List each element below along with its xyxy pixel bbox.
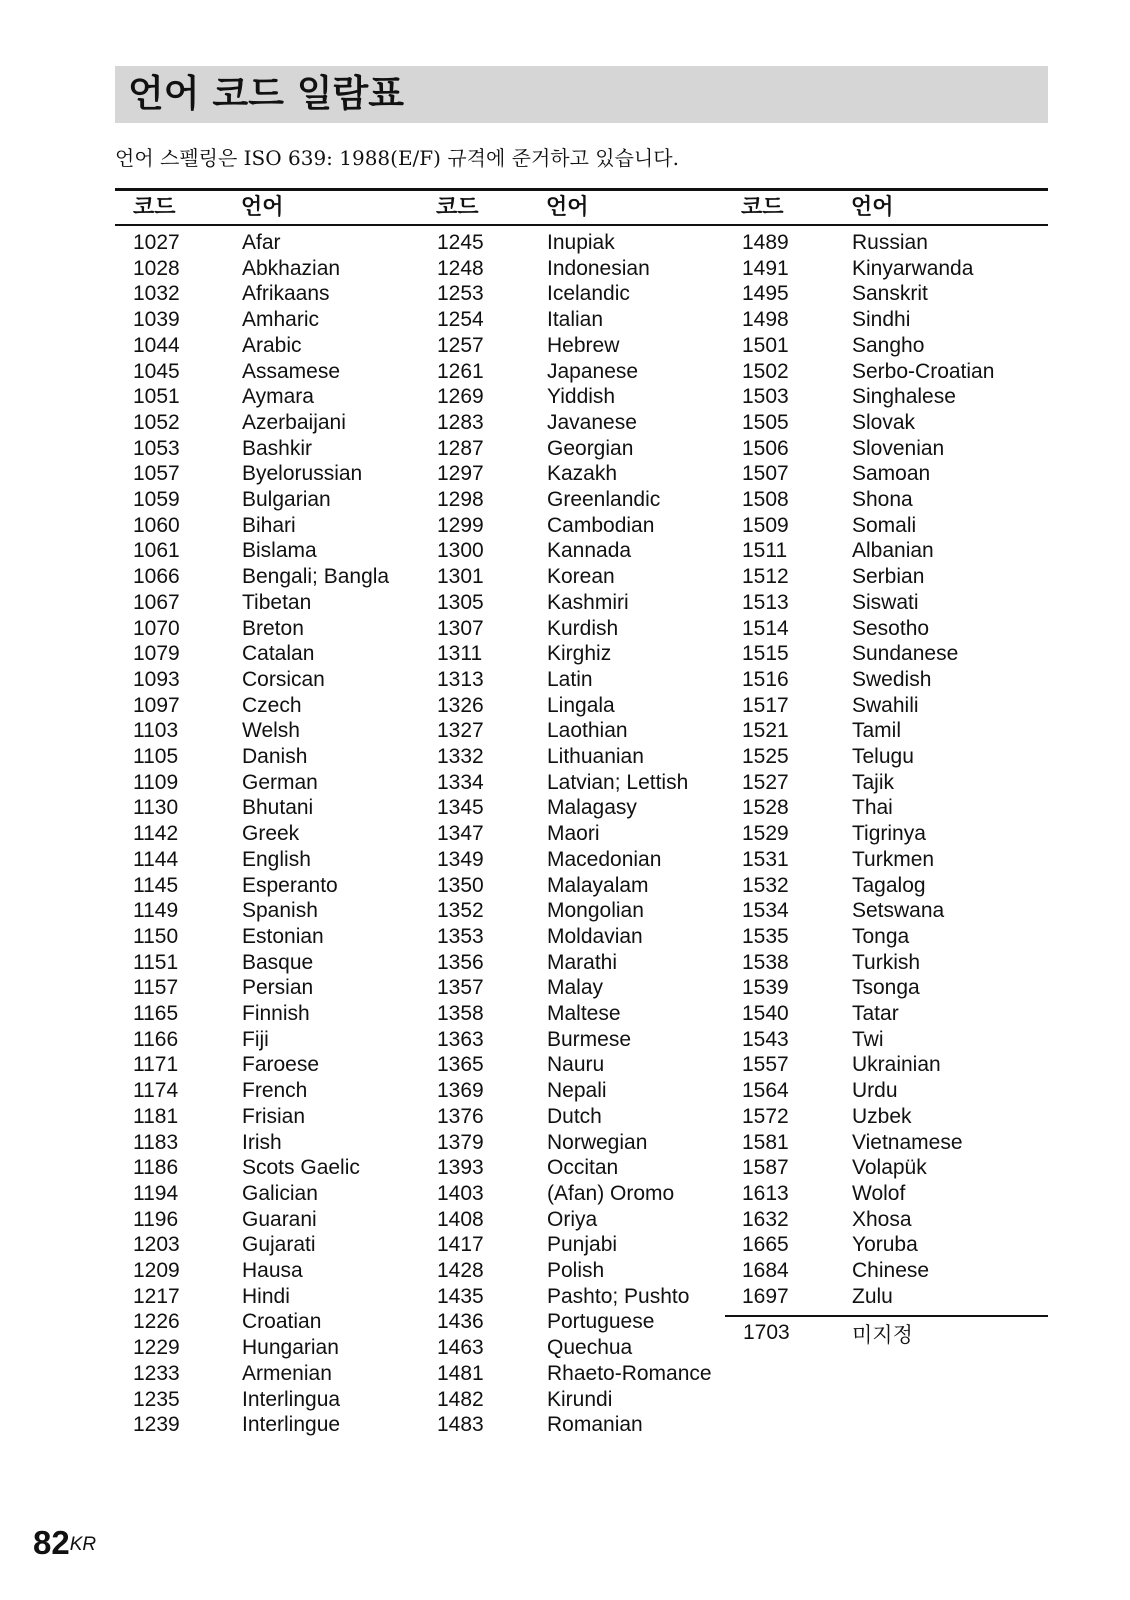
- table-cell-code: 1142: [133, 822, 179, 846]
- table-cell-language: Malagasy: [547, 796, 637, 820]
- header-code-3: 코드: [741, 195, 784, 220]
- table-cell-language: Finnish: [242, 1002, 310, 1025]
- page-number-value: 82: [33, 1524, 70, 1561]
- table-cell-language: Italian: [547, 308, 604, 332]
- table-cell-language: Georgian: [547, 436, 634, 460]
- table-cell-code: 1301: [437, 565, 484, 589]
- table-cell-code: 1299: [437, 513, 484, 537]
- table-cell-language: Tatar: [852, 1002, 899, 1025]
- table-cell-code: 1347: [437, 822, 484, 846]
- table-cell-code: 1665: [742, 1233, 789, 1257]
- table-cell-code: 1587: [742, 1156, 789, 1180]
- table-cell-language: Thai: [852, 796, 893, 820]
- table-cell-code: 1357: [437, 976, 484, 1000]
- table-cell-code: 1513: [742, 590, 789, 614]
- table-cell-language: Lingala: [547, 693, 615, 717]
- table-cell-language: Chinese: [852, 1259, 930, 1282]
- table-cell-code: 1491: [742, 256, 789, 280]
- table-cell-code: 1332: [437, 745, 484, 768]
- table-cell-code: 1245: [437, 231, 484, 254]
- table-cell-language: Urdu: [852, 1079, 898, 1103]
- table-cell-language: Slovenian: [852, 436, 945, 460]
- table-cell-language: Swedish: [852, 667, 932, 691]
- table-cell-code: 1632: [742, 1207, 789, 1231]
- header-language-1: 언어: [241, 195, 284, 220]
- table-cell-code: 1171: [133, 1053, 179, 1077]
- table-cell-code: 1489: [742, 231, 789, 254]
- table-cell-language: (Afan) Oromo: [547, 1181, 675, 1205]
- page-number-suffix: KR: [69, 1534, 97, 1555]
- table-cell-code: 1527: [742, 770, 789, 794]
- table-cell-code: 1436: [437, 1310, 484, 1334]
- table-cell-language: English: [242, 847, 311, 871]
- table-cell-code: 1509: [742, 513, 789, 537]
- table-cell-language: Bhutani: [242, 796, 314, 820]
- table-cell-code: 1070: [133, 616, 180, 640]
- table-cell-code: 1403: [437, 1181, 484, 1205]
- table-cell-code: 1512: [742, 565, 789, 589]
- table-cell-language: Malayalam: [547, 873, 649, 897]
- table-cell-language: Punjabi: [547, 1233, 618, 1257]
- table-cell-code: 1079: [133, 642, 180, 666]
- table-cell-code: 1287: [437, 436, 484, 460]
- table-cell-language: Frisian: [242, 1104, 306, 1128]
- table-cell-language: Tsonga: [852, 976, 920, 1000]
- table-cell-language: Vietnamese: [852, 1130, 963, 1154]
- table-cell-code: 1525: [742, 745, 789, 768]
- table-cell-language: Galician: [242, 1181, 318, 1205]
- table-cell-code: 1483: [437, 1413, 484, 1437]
- table-cell-language: Telugu: [852, 745, 914, 768]
- table-cell-language: Mongolian: [547, 899, 644, 923]
- table-cell-language: Spanish: [242, 899, 318, 923]
- table-cell-code: 1502: [742, 359, 789, 383]
- table-cell-code: 1393: [437, 1156, 484, 1180]
- table-cell-code: 1613: [742, 1181, 789, 1205]
- table-cell-code: 1052: [133, 410, 180, 434]
- table-cell-code: 1307: [437, 616, 484, 640]
- table-cell-code: 1311: [437, 642, 483, 666]
- table-cell-code: 1538: [742, 950, 789, 974]
- table-cell-code: 1130: [133, 796, 179, 820]
- table-cell-language: Irish: [242, 1130, 282, 1154]
- table-cell-code: 1194: [133, 1181, 179, 1205]
- table-cell-code: 1506: [742, 436, 789, 460]
- table-cell-code: 1028: [133, 256, 180, 280]
- table-cell-code: 1027: [133, 231, 180, 254]
- table-cell-language: Icelandic: [547, 282, 630, 306]
- table-cell-language: Swahili: [852, 693, 919, 717]
- table-cell-code: 1350: [437, 873, 484, 897]
- table-cell-code: 1481: [437, 1361, 484, 1385]
- table-cell-code: 1356: [437, 950, 484, 974]
- table-cell-language: Twi: [852, 1027, 884, 1051]
- table-cell-language: Serbo-Croatian: [852, 359, 995, 383]
- table-cell-code: 1514: [742, 616, 789, 640]
- table-cell-language: Sangho: [852, 333, 925, 357]
- table-cell-language: Tajik: [852, 770, 895, 794]
- table-cell-language: Lithuanian: [547, 745, 644, 768]
- table-cell-language: Hausa: [242, 1259, 303, 1282]
- table-cell-language: Uzbek: [852, 1104, 912, 1128]
- table-cell-language: Latvian; Lettish: [547, 770, 689, 794]
- header-code-2: 코드: [436, 195, 479, 220]
- table-cell-code: 1144: [133, 847, 179, 871]
- table-cell-code: 1363: [437, 1027, 484, 1051]
- table-cell-language: Aymara: [242, 385, 314, 409]
- table-cell-code: 1507: [742, 462, 789, 486]
- table-cell-language: Danish: [242, 745, 308, 768]
- table-cell-language: Basque: [242, 950, 314, 974]
- table-cell-code: 1376: [437, 1104, 484, 1128]
- table-cell-language: Somali: [852, 513, 917, 537]
- header-language-2: 언어: [546, 195, 589, 220]
- table-cell-language: Assamese: [242, 359, 341, 383]
- table-cell-code: 1684: [742, 1259, 789, 1282]
- table-cell-code: 1428: [437, 1259, 484, 1282]
- table-cell-language: Albanian: [852, 539, 934, 563]
- table-cell-code: 1196: [133, 1207, 179, 1231]
- table-cell-code: 1283: [437, 410, 484, 434]
- table-cell-language: Guarani: [242, 1207, 317, 1231]
- table-cell-language: Hebrew: [547, 333, 620, 357]
- table-cell-code: 1543: [742, 1027, 789, 1051]
- table-cell-code: 1229: [133, 1336, 180, 1360]
- table-cell-code: 1300: [437, 539, 484, 563]
- header-language-3: 언어: [851, 195, 894, 220]
- table-cell-language: German: [242, 770, 318, 794]
- table-cell-language: Bislama: [242, 539, 317, 563]
- table-cell-code: 1534: [742, 899, 789, 923]
- table-cell-language: Latin: [547, 667, 593, 691]
- table-cell-code: 1531: [742, 847, 789, 871]
- table-cell-language: Yiddish: [547, 385, 616, 409]
- table-cell-code: 1097: [133, 693, 180, 717]
- table-cell-code: 1261: [437, 359, 484, 383]
- table-cell-language: Armenian: [242, 1361, 332, 1385]
- table-cell-language: Occitan: [547, 1156, 619, 1180]
- table-cell-language: Faroese: [242, 1053, 320, 1077]
- table-cell-code: 1253: [437, 282, 484, 306]
- page-title: 언어 코드 일람표: [128, 72, 404, 115]
- table-cell-code: 1061: [133, 539, 180, 563]
- table-cell-language: Estonian: [242, 924, 324, 948]
- title-bar: [115, 66, 1048, 123]
- table-cell-code: 1051: [133, 385, 180, 409]
- table-cell-code: 1408: [437, 1207, 484, 1231]
- table-cell-language: Kannada: [547, 539, 632, 563]
- table-cell-code: 1498: [742, 308, 789, 332]
- table-cell-language: Tigrinya: [852, 822, 926, 846]
- table-cell-language: Kurdish: [547, 616, 619, 640]
- table-cell-code: 1186: [133, 1156, 179, 1180]
- table-cell-language: Japanese: [547, 359, 639, 383]
- table-cell-code: 1327: [437, 719, 484, 743]
- table-cell-code: 1349: [437, 847, 484, 871]
- table-cell-code: 1581: [742, 1130, 789, 1154]
- table-cell-language: Turkish: [852, 950, 921, 974]
- table-cell-code: 1060: [133, 513, 180, 537]
- table-cell-language: Welsh: [242, 719, 300, 743]
- table-cell-language: Inupiak: [547, 231, 615, 254]
- table-cell-language: Setswana: [852, 899, 945, 923]
- table-cell-code: 1435: [437, 1284, 484, 1308]
- table-cell-language: Maltese: [547, 1002, 621, 1025]
- table-cell-code: 1298: [437, 488, 484, 511]
- table-cell-code: 1235: [133, 1387, 180, 1411]
- table-cell-code: 1529: [742, 822, 789, 846]
- table-cell-language: Zulu: [852, 1284, 893, 1308]
- table-cell-language: Afar: [242, 231, 281, 254]
- table-cell-code: 1157: [133, 976, 179, 1000]
- table-cell-language: Sundanese: [852, 642, 959, 666]
- table-cell-code: 1517: [742, 693, 789, 717]
- table-cell-language: Tagalog: [852, 873, 926, 897]
- table-cell-language: Burmese: [547, 1027, 632, 1051]
- table-cell-language: Kazakh: [547, 462, 618, 486]
- table-cell-code: 1066: [133, 565, 180, 589]
- table-cell-language: French: [242, 1079, 308, 1103]
- table-cell-code: 1539: [742, 976, 789, 1000]
- table-cell-language: Xhosa: [852, 1207, 912, 1231]
- intro-text: 언어 스펠링은 ISO 639: 1988(E/F) 규격에 준거하고 있습니다.: [115, 146, 679, 170]
- table-cell-code: 1515: [742, 642, 789, 666]
- table-cell-language: Tamil: [852, 719, 902, 743]
- table-cell-language: Kirghiz: [547, 642, 612, 666]
- special-row-language: 미지정: [852, 1323, 913, 1347]
- table-cell-code: 1045: [133, 359, 180, 383]
- table-cell-language: Maori: [547, 822, 600, 846]
- table-cell-code: 1209: [133, 1259, 180, 1282]
- table-cell-code: 1417: [437, 1233, 484, 1257]
- table-cell-code: 1059: [133, 488, 180, 511]
- table-cell-language: Scots Gaelic: [242, 1156, 360, 1180]
- table-cell-language: Singhalese: [852, 385, 956, 409]
- table-cell-code: 1353: [437, 924, 484, 948]
- table-cell-code: 1149: [133, 899, 179, 923]
- table-cell-code: 1032: [133, 282, 180, 306]
- table-cell-language: Turkmen: [852, 847, 935, 871]
- table-cell-code: 1183: [133, 1130, 179, 1154]
- table-cell-code: 1540: [742, 1002, 789, 1025]
- table-cell-code: 1521: [742, 719, 789, 743]
- table-cell-language: Laothian: [547, 719, 628, 743]
- table-cell-code: 1572: [742, 1104, 789, 1128]
- table-cell-code: 1352: [437, 899, 484, 923]
- table-cell-language: Quechua: [547, 1336, 633, 1360]
- table-cell-code: 1557: [742, 1053, 789, 1077]
- table-cell-language: Fiji: [242, 1027, 269, 1051]
- table-cell-language: Azerbaijani: [242, 410, 346, 434]
- table-cell-language: Kirundi: [547, 1387, 613, 1411]
- table-cell-language: Russian: [852, 231, 928, 254]
- table-cell-language: Dutch: [547, 1104, 602, 1128]
- table-cell-code: 1105: [133, 745, 179, 768]
- table-cell-language: Marathi: [547, 950, 618, 974]
- table-cell-code: 1269: [437, 385, 484, 409]
- table-cell-language: Polish: [547, 1259, 605, 1282]
- table-cell-code: 1150: [133, 924, 179, 948]
- table-cell-language: Cambodian: [547, 513, 655, 537]
- table-cell-code: 1254: [437, 308, 484, 332]
- table-cell-language: Abkhazian: [242, 256, 341, 280]
- table-cell-language: Nauru: [547, 1053, 605, 1077]
- table-cell-code: 1495: [742, 282, 789, 306]
- table-cell-code: 1508: [742, 488, 789, 511]
- table-cell-language: Esperanto: [242, 873, 338, 897]
- table-cell-code: 1103: [133, 719, 179, 743]
- table-cell-language: Samoan: [852, 462, 931, 486]
- table-cell-language: Sindhi: [852, 308, 911, 332]
- table-cell-code: 1174: [133, 1079, 179, 1103]
- table-cell-language: Kinyarwanda: [852, 256, 974, 280]
- table-cell-code: 1528: [742, 796, 789, 820]
- table-cell-code: 1044: [133, 333, 180, 357]
- table-cell-code: 1233: [133, 1361, 180, 1385]
- table-cell-language: Serbian: [852, 565, 925, 589]
- table-cell-language: Hungarian: [242, 1336, 339, 1360]
- table-cell-language: Shona: [852, 488, 913, 511]
- table-cell-language: Wolof: [852, 1181, 906, 1205]
- table-cell-language: Rhaeto-Romance: [547, 1361, 712, 1385]
- special-row-rule: [725, 1315, 1048, 1317]
- table-cell-language: Greek: [242, 822, 300, 846]
- table-cell-code: 1503: [742, 385, 789, 409]
- table-cell-language: Breton: [242, 616, 304, 640]
- table-cell-language: Nepali: [547, 1079, 607, 1103]
- table-cell-language: Indonesian: [547, 256, 650, 280]
- header-code-1: 코드: [133, 195, 176, 220]
- table-cell-language: Malay: [547, 976, 604, 1000]
- special-row-code: 1703: [743, 1321, 790, 1344]
- table-cell-code: 1093: [133, 667, 180, 691]
- table-cell-code: 1532: [742, 873, 789, 897]
- table-cell-code: 1067: [133, 590, 180, 614]
- table-cell-code: 1203: [133, 1233, 180, 1257]
- table-cell-code: 1365: [437, 1053, 484, 1077]
- table-cell-language: Moldavian: [547, 924, 643, 948]
- table-cell-language: Persian: [242, 976, 314, 1000]
- table-cell-language: Kashmiri: [547, 590, 629, 614]
- table-cell-language: Catalan: [242, 642, 315, 666]
- table-cell-language: Romanian: [547, 1413, 643, 1437]
- table-cell-code: 1151: [133, 950, 179, 974]
- table-cell-code: 1535: [742, 924, 789, 948]
- table-cell-code: 1345: [437, 796, 484, 820]
- table-cell-language: Amharic: [242, 308, 320, 332]
- page-number: [33, 1523, 96, 1563]
- table-cell-code: 1039: [133, 308, 180, 332]
- table-cell-language: Corsican: [242, 667, 325, 691]
- table-cell-code: 1482: [437, 1387, 484, 1411]
- table-cell-language: Ukrainian: [852, 1053, 941, 1077]
- table-cell-language: Oriya: [547, 1207, 598, 1231]
- table-cell-language: Afrikaans: [242, 282, 330, 306]
- table-cell-code: 1379: [437, 1130, 484, 1154]
- table-cell-language: Gujarati: [242, 1233, 316, 1257]
- table-cell-code: 1326: [437, 693, 484, 717]
- table-cell-language: Interlingua: [242, 1387, 341, 1411]
- table-cell-code: 1516: [742, 667, 789, 691]
- table-cell-language: Bihari: [242, 513, 296, 537]
- table-cell-code: 1181: [133, 1104, 179, 1128]
- table-cell-language: Arabic: [242, 333, 302, 357]
- table-cell-code: 1145: [133, 873, 179, 897]
- table-cell-code: 1165: [133, 1002, 179, 1025]
- table-cell-code: 1257: [437, 333, 484, 357]
- table-cell-language: Volapük: [852, 1156, 927, 1180]
- table-cell-language: Pashto; Pushto: [547, 1284, 690, 1308]
- table-cell-language: Macedonian: [547, 847, 662, 871]
- table-cell-language: Portuguese: [547, 1310, 655, 1334]
- table-cell-language: Korean: [547, 565, 615, 589]
- table-header-rule: [115, 224, 1048, 226]
- table-cell-code: 1505: [742, 410, 789, 434]
- table-cell-language: Sesotho: [852, 616, 930, 640]
- table-cell-language: Hindi: [242, 1284, 290, 1308]
- table-cell-code: 1166: [133, 1027, 179, 1051]
- table-cell-language: Tibetan: [242, 590, 312, 614]
- table-cell-code: 1217: [133, 1284, 180, 1308]
- table-cell-code: 1564: [742, 1079, 789, 1103]
- table-cell-language: Sanskrit: [852, 282, 928, 306]
- table-cell-code: 1511: [742, 539, 788, 563]
- table-cell-code: 1226: [133, 1310, 180, 1334]
- table-cell-language: Tonga: [852, 924, 910, 948]
- table-cell-code: 1297: [437, 462, 484, 486]
- table-cell-code: 1501: [742, 333, 789, 357]
- table-cell-code: 1053: [133, 436, 180, 460]
- table-cell-language: Interlingue: [242, 1413, 341, 1437]
- table-cell-language: Bengali; Bangla: [242, 565, 390, 589]
- table-cell-code: 1248: [437, 256, 484, 280]
- table-cell-language: Slovak: [852, 410, 916, 434]
- table-cell-code: 1697: [742, 1284, 789, 1308]
- table-cell-language: Siswati: [852, 590, 919, 614]
- table-cell-language: Norwegian: [547, 1130, 648, 1154]
- table-cell-code: 1334: [437, 770, 484, 794]
- table-cell-language: Javanese: [547, 410, 637, 434]
- table-cell-code: 1305: [437, 590, 484, 614]
- table-cell-language: Yoruba: [852, 1233, 918, 1257]
- table-cell-language: Czech: [242, 693, 302, 717]
- table-cell-code: 1057: [133, 462, 180, 486]
- table-cell-code: 1109: [133, 770, 179, 794]
- table-cell-language: Bashkir: [242, 436, 313, 460]
- table-cell-code: 1463: [437, 1336, 484, 1360]
- table-cell-language: Croatian: [242, 1310, 322, 1334]
- table-cell-code: 1358: [437, 1002, 484, 1025]
- table-cell-language: Bulgarian: [242, 488, 331, 511]
- table-cell-language: Greenlandic: [547, 488, 661, 511]
- table-cell-language: Byelorussian: [242, 462, 363, 486]
- table-cell-code: 1239: [133, 1413, 180, 1437]
- table-cell-code: 1369: [437, 1079, 484, 1103]
- table-cell-code: 1313: [437, 667, 484, 691]
